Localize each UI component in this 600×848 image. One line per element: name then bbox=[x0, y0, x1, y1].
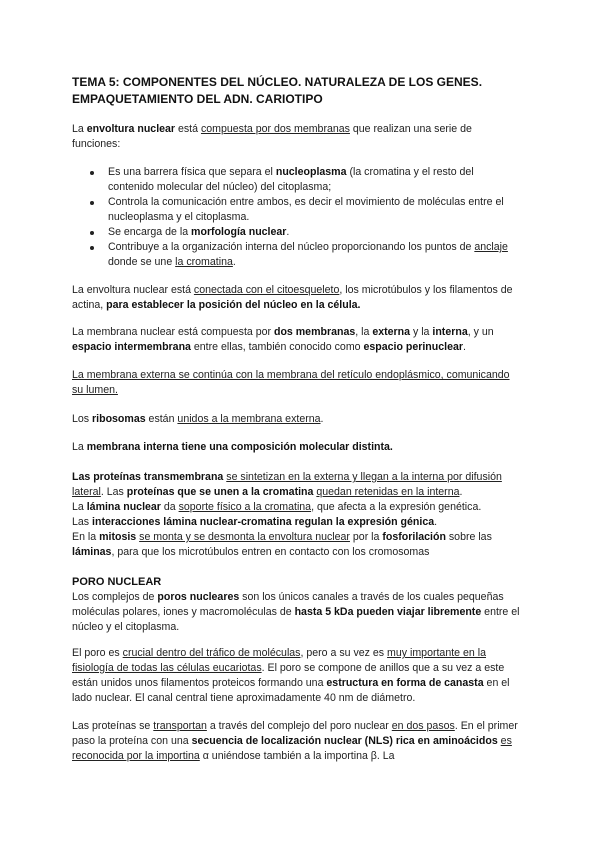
paragraph-envoltura-intro: La envoltura nuclear está compuesta por dos membranas que realizan una serie de funciones: bbox=[72, 123, 472, 150]
paragraph-proteinas-transmembrana: Las proteínas transmembrana se sintetizan en la externa y llegan a la interna por difusión lateral. Las proteínas que se unen a la cromatina quedan retenidas en la interna. bbox=[72, 471, 502, 498]
paragraph-poro-trafico: El poro es crucial dentro del tráfico de moléculas, pero a su vez es muy importante en la fisiología de todas las células eucariotas. El poro se compone de anillos que a su vez a este están unidos unos filamentos proteicos formando una estructura en forma de canasta en el lado nuclear. El canal central tiene aproximadamente 40 nm de diámetro. bbox=[72, 647, 510, 704]
paragraph-poros-nucleares: Los complejos de poros nucleares son los únicos canales a través de los cuales pequeñas moléculas polares, iones y macromoléculas de hasta 5 kDa pueden viajar libremente entre el núcleo y el citoplasma. bbox=[72, 591, 520, 633]
paragraph-lamina-nuclear: La lámina nuclear da soporte físico a la cromatina, que afecta a la expresión genética. bbox=[72, 501, 482, 513]
paragraph-membrana-interna: La membrana interna tiene una composición molecular distinta. bbox=[72, 441, 393, 453]
list-item: Es una barrera física que separa el nucleoplasma (la cromatina y el resto del contenido molecular del núcleo) del citoplasma; bbox=[72, 165, 522, 195]
paragraph-interacciones: Las interacciones lámina nuclear-cromatina regulan la expresión génica. bbox=[72, 516, 438, 528]
paragraph-citoesqueleto: La envoltura nuclear está conectada con el citoesqueleto, los microtúbulos y los filamentos de actina, para establecer la posición del núcleo en la célula. bbox=[72, 284, 513, 311]
functions-list bbox=[72, 165, 522, 270]
paragraph-ribosomas: Los ribosomas están unidos a la membrana externa. bbox=[72, 413, 324, 425]
paragraph-membrana-externa: La membrana externa se continúa con la membrana del retículo endoplásmico, comunicando su lumen. bbox=[72, 369, 510, 396]
paragraph-mitosis: En la mitosis se monta y se desmonta la envoltura nuclear por la fosforilación sobre las láminas, para que los microtúbulos entren en contacto con los cromosomas bbox=[72, 531, 492, 558]
list-item: Controla la comunicación entre ambos, es decir el movimiento de moléculas entre el nucleoplasma y el citoplasma. bbox=[72, 195, 522, 225]
section-title-poro-nuclear: PORO NUCLEAR bbox=[72, 576, 162, 588]
list-item: Contribuye a la organización interna del núcleo proporcionando los puntos de anclaje donde se une la cromatina. bbox=[72, 240, 522, 270]
page-title bbox=[72, 74, 542, 108]
list-item: Se encarga de la morfología nuclear. bbox=[72, 225, 522, 240]
paragraph-membrana-nuclear: La membrana nuclear está compuesta por dos membranas, la externa y la interna, y un espacio intermembrana entre ellas, también conocido como espacio perinuclear. bbox=[72, 326, 494, 353]
block-proteinas bbox=[72, 470, 522, 560]
title-line-2: EMPAQUETAMIENTO DEL ADN. CARIOTIPO bbox=[72, 92, 323, 106]
paragraph-transporte: Las proteínas se transportan a través del complejo del poro nuclear en dos pasos. En el primer paso la proteína con una secuencia de localización nuclear (NLS) rica en aminoácidos es reconocida por la importina α uniéndose también a la importina β. La bbox=[72, 720, 518, 762]
title-line-1: TEMA 5: COMPONENTES DEL NÚCLEO. NATURALEZA DE LOS GENES. bbox=[72, 75, 483, 89]
